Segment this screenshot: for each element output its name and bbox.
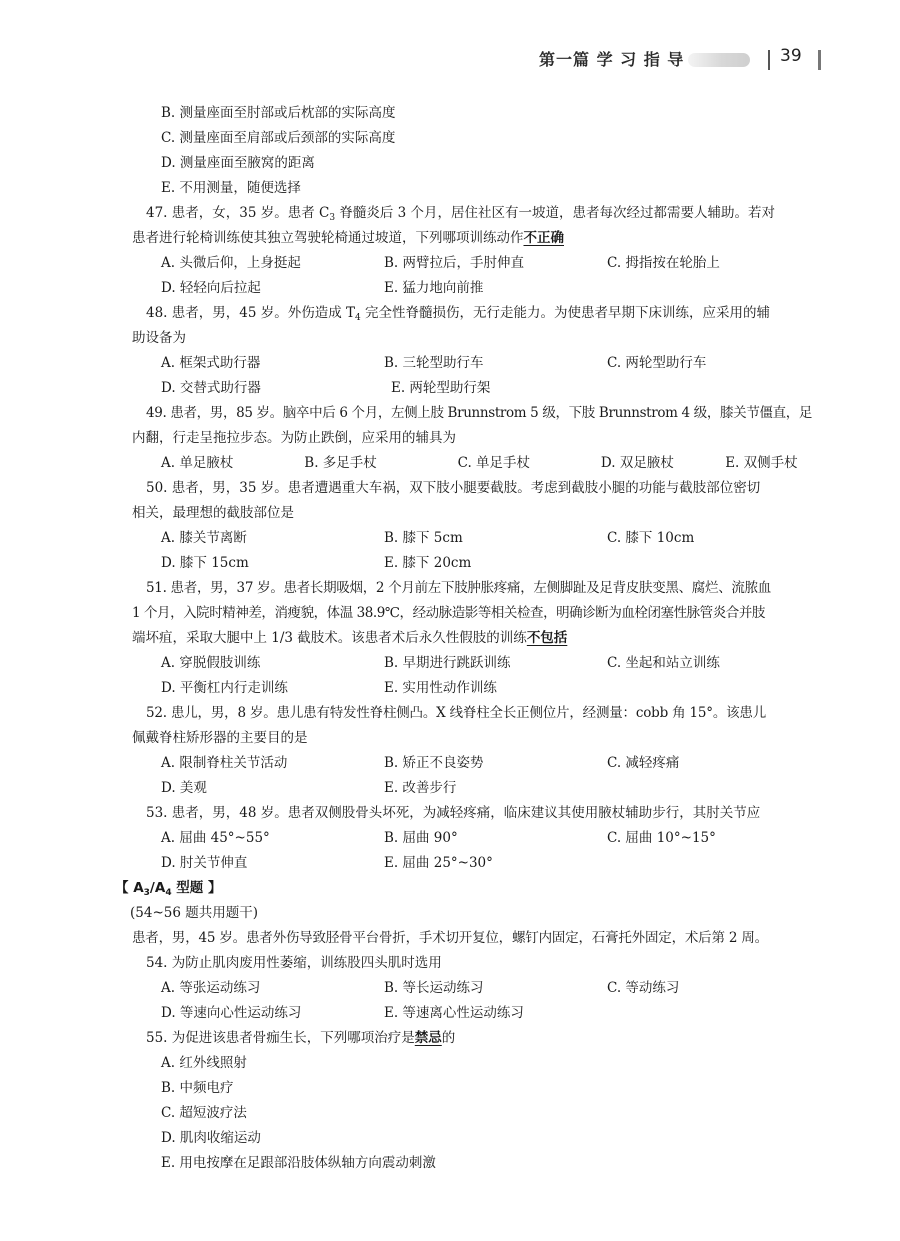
q55-emphasis: 禁忌 — [414, 1030, 442, 1046]
q47-stem-line1: 47. 患者，女，35 岁。患者 $C_3$ 脊髓炎后 3 个月，居住社区有一坡道，患者每次经过都需要人辅助。若对 — [146, 205, 776, 223]
q53-options-row1 — [132, 826, 832, 851]
q53-options-row2 — [132, 851, 832, 876]
q51-option-e: E. 实用性动作训练 — [384, 680, 497, 696]
q51-stem-line3: 端坏疽，采取大腿中上 1/3 截肢术。该患者术后永久性假肢的训练不包括 — [132, 630, 568, 646]
q49-option-d: D. 双足腋杖 — [600, 455, 674, 471]
q46-option-c: C. 测量座面至肩部或后颈部的实际高度 — [161, 130, 396, 146]
q51-option-b: B. 早期进行跳跃训练 — [384, 655, 511, 671]
header-edge-mark — [818, 50, 821, 70]
header-decor-bar — [688, 53, 750, 67]
q48-options-row2 — [132, 376, 832, 401]
q55-option-c: C. 超短波疗法 — [161, 1105, 247, 1121]
q51-emphasis: 不包括 — [526, 630, 568, 646]
q47-options-row2 — [132, 276, 832, 301]
q50-stem-line2: 相关，最理想的截肢部位是 — [132, 505, 294, 521]
page-header — [0, 0, 900, 80]
q53-option-b: B. 屈曲 90° — [384, 830, 458, 846]
q50-options-row2 — [132, 551, 832, 576]
q47-option-e: E. 猛力地向前推 — [384, 280, 484, 296]
q50-stem-line1: 50. 患者，男，35 岁。患者遭遇重大车祸，双下肢小腿要截肢。考虑到截肢小腿的功能与截肢部位密切 — [146, 480, 761, 496]
q53-option-d: D. 肘关节伸直 — [161, 855, 248, 871]
shared-stem-note: (54~56 题共用题干) — [130, 905, 258, 921]
q48-option-c: C. 两轮型助行车 — [607, 355, 707, 371]
q53-option-c: C. 屈曲 10°~15° — [607, 830, 716, 846]
q50-option-e: E. 膝下 20cm — [384, 555, 472, 571]
q54-option-b: B. 等长运动练习 — [384, 980, 484, 996]
q48-stem-line1: 48. 患者，男，45 岁。外伤造成 $T_4$ 完全性脊髓损伤，无行走能力。为使患者早期下床训练，应采用的辅 — [146, 305, 771, 323]
q52-option-e: E. 改善步行 — [384, 780, 457, 796]
q52-options-row2 — [132, 776, 832, 801]
q52-option-b: B. 矫正不良姿势 — [384, 755, 484, 771]
q51-options-row2 — [132, 676, 832, 701]
header-divider — [768, 50, 770, 70]
q54-option-e: E. 等速离心性运动练习 — [384, 1005, 524, 1021]
q50-option-a: A. 膝关节离断 — [161, 530, 247, 546]
q50-options-row1 — [132, 526, 832, 551]
q55-option-b: B. 中频电疗 — [161, 1080, 234, 1096]
q48-option-d: D. 交替式助行器 — [161, 380, 261, 396]
q49-option-b: B. 多足手杖 — [304, 455, 377, 471]
q49-option-e: E. 双侧手杖 — [725, 455, 798, 471]
q47-stem-line2: 患者进行轮椅训练使其独立驾驶轮椅通过坡道，下列哪项训练动作不正确 — [132, 230, 564, 246]
q47-option-b: B. 两臂拉后，手肘伸直 — [384, 255, 525, 271]
q51-options-row1 — [132, 651, 832, 676]
q55-stem-line1: 55. 为促进该患者骨痂生长，下列哪项治疗是禁忌的 — [146, 1030, 456, 1046]
q51-option-a: A. 穿脱假肢训练 — [161, 655, 261, 671]
section-heading: 【 $A_3/A_4$ 型题 】 — [115, 880, 222, 898]
q52-option-d: D. 美观 — [161, 780, 207, 796]
q53-option-e: E. 屈曲 25°~30° — [384, 855, 493, 871]
page-body — [115, 101, 832, 1176]
q48-option-e: E. 两轮型助行架 — [391, 380, 491, 396]
q51-stem-line1: 51. 患者，男，37 岁。患者长期吸烟，2 个月前左下肢肿胀疼痛，左侧脚趾及足背皮肤变黑、腐烂、流脓血 — [146, 580, 772, 596]
q52-option-a: A. 限制脊柱关节活动 — [161, 755, 288, 771]
q51-stem-line2: 1 个月，入院时精神差，消瘦貌，体温 38.9℃，经动脉造影等相关检查，明确诊断为血栓闭塞性脉管炎合并肢 — [132, 605, 765, 621]
page-number: 39 — [780, 46, 802, 66]
chapter-title: 第一篇 学 习 指 导 — [539, 50, 685, 69]
q49-option-c: C. 单足手杖 — [457, 455, 531, 471]
q48-options-row1 — [132, 351, 832, 376]
q47-option-d: D. 轻轻向后拉起 — [161, 280, 261, 296]
q55-option-e: E. 用电按摩在足跟部沿肢体纵轴方向震动刺激 — [161, 1155, 436, 1171]
q54-options-row2 — [132, 1001, 832, 1026]
q50-option-c: C. 膝下 10cm — [607, 530, 695, 546]
q47-option-c: C. 拇指按在轮胎上 — [607, 255, 720, 271]
q50-option-d: D. 膝下 15cm — [161, 555, 249, 571]
q52-stem-line2: 佩戴脊柱矫形器的主要目的是 — [132, 730, 308, 746]
q50-option-b: B. 膝下 5cm — [384, 530, 463, 546]
q53-option-a: A. 屈曲 45°~55° — [161, 830, 270, 846]
q49-option-a: A. 单足腋杖 — [161, 455, 234, 471]
q51-option-d: D. 平衡杠内行走训练 — [161, 680, 288, 696]
q46-option-d: D. 测量座面至腋窝的距离 — [161, 155, 315, 171]
q54-option-c: C. 等动练习 — [607, 980, 680, 996]
q52-option-c: C. 减轻疼痛 — [607, 755, 680, 771]
q47-option-a: A. 头微后仰，上身挺起 — [161, 255, 301, 271]
q46-option-b: B. 测量座面至肘部或后枕部的实际高度 — [161, 105, 396, 121]
q51-option-c: C. 坐起和站立训练 — [607, 655, 720, 671]
q47-emphasis: 不正确 — [523, 230, 564, 246]
q54-option-d: D. 等速向心性运动练习 — [161, 1005, 302, 1021]
q46-option-e: E. 不用测量，随便选择 — [161, 180, 301, 196]
q49-stem-line1: 49. 患者，男，85 岁。脑卒中后 6 个月，左侧上肢 Brunnstrom 5 级，下肢 Brunnstrom 4 级，膝关节僵直，足 — [146, 405, 813, 421]
shared-stem-text: 患者，男，45 岁。患者外伤导致胫骨平台骨折，手术切开复位，螺钉内固定，石膏托外固定，术后第 2 周。 — [132, 930, 768, 946]
q48-option-a: A. 框架式助行器 — [161, 355, 261, 371]
q52-stem-line1: 52. 患儿，男，8 岁。患儿患有特发性脊柱侧凸。X 线脊柱全长正侧位片，经测量：cobb 角 15°。该患儿 — [146, 705, 767, 721]
q53-stem-line1: 53. 患者，男，48 岁。患者双侧股骨头坏死，为减轻疼痛，临床建议其使用腋杖辅助步行，其肘关节应 — [146, 805, 761, 821]
q54-option-a: A. 等张运动练习 — [161, 980, 261, 996]
q48-stem-line2: 助设备为 — [132, 330, 186, 346]
q49-stem-line2: 内翻，行走呈拖拉步态。为防止跌倒，应采用的辅具为 — [132, 430, 456, 446]
q55-option-a: A. 红外线照射 — [161, 1055, 247, 1071]
q49-options-row — [132, 451, 832, 476]
q47-options-row1 — [132, 251, 832, 276]
q54-options-row1 — [132, 976, 832, 1001]
q54-stem-line1: 54. 为防止肌肉废用性萎缩，训练股四头肌时选用 — [146, 955, 442, 971]
q48-option-b: B. 三轮型助行车 — [384, 355, 484, 371]
q55-option-d: D. 肌肉收缩运动 — [161, 1130, 261, 1146]
q52-options-row1 — [132, 751, 832, 776]
